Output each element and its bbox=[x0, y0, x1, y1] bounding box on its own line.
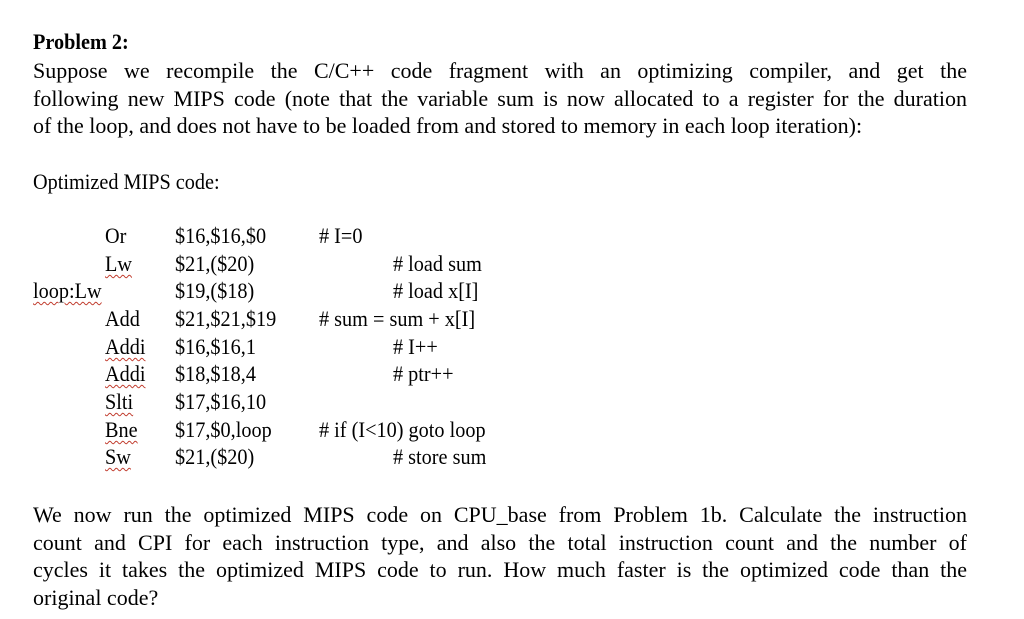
problem-heading: Problem 2: bbox=[33, 29, 129, 54]
operands: $17,$16,10 bbox=[175, 389, 267, 414]
operands: $21,($20) bbox=[175, 444, 255, 469]
label: loop:Lw bbox=[33, 278, 102, 303]
intro-line: of the loop, and does not have to be loaded from and stored to memory in each loop iteration): bbox=[33, 113, 863, 138]
operands: $21,($20) bbox=[175, 251, 255, 276]
code-line bbox=[0, 277, 1024, 304]
operands: $18,$18,4 bbox=[175, 361, 256, 386]
question-paragraph bbox=[33, 501, 967, 611]
operands: $19,($18) bbox=[175, 278, 255, 303]
question-line: count and CPI for each instruction type, and also the total instruction count and the number of bbox=[33, 529, 967, 555]
code-line bbox=[0, 416, 1024, 443]
question-line: original code? bbox=[33, 584, 159, 610]
comment: # store sum bbox=[393, 444, 487, 469]
intro-line: following new MIPS code (note that the variable sum is now allocated to a register for the duration bbox=[33, 85, 967, 111]
code-line bbox=[0, 388, 1024, 415]
opcode: Sw bbox=[105, 444, 131, 469]
opcode: Addi bbox=[105, 361, 146, 386]
comment: # ptr++ bbox=[393, 361, 454, 386]
comment: # sum = sum + x[I] bbox=[319, 306, 476, 331]
code-line bbox=[0, 222, 1024, 249]
comment: # load x[I] bbox=[393, 278, 479, 303]
operands: $16,$16,1 bbox=[175, 334, 256, 359]
opcode: Slti bbox=[105, 389, 134, 414]
operands: $16,$16,$0 bbox=[175, 223, 267, 248]
operands: $17,$0,loop bbox=[175, 417, 272, 442]
code-line bbox=[0, 333, 1024, 360]
comment: # I=0 bbox=[319, 223, 363, 248]
question-line: We now run the optimized MIPS code on CPU_base from Problem 1b. Calculate the instruction bbox=[33, 502, 967, 527]
question-line: cycles it takes the optimized MIPS code to run. How much faster is the optimized code than the bbox=[33, 557, 967, 582]
code-label: Optimized MIPS code: bbox=[33, 169, 220, 194]
comment: # if (I<10) goto loop bbox=[319, 417, 486, 442]
comment: # load sum bbox=[393, 251, 482, 276]
opcode: Or bbox=[105, 223, 127, 248]
opcode: Add bbox=[105, 306, 140, 331]
opcode: Bne bbox=[105, 417, 138, 442]
intro-line: Suppose we recompile the C/C++ code fragment with an optimizing compiler, and get the bbox=[33, 58, 967, 83]
opcode: Lw bbox=[105, 251, 132, 276]
code-line bbox=[0, 443, 1024, 470]
code-line bbox=[0, 305, 1024, 332]
comment: # I++ bbox=[393, 334, 438, 359]
intro-paragraph bbox=[33, 57, 967, 140]
operands: $21,$21,$19 bbox=[175, 306, 277, 331]
code-line bbox=[0, 250, 1024, 277]
code-line bbox=[0, 360, 1024, 387]
opcode: Addi bbox=[105, 334, 146, 359]
